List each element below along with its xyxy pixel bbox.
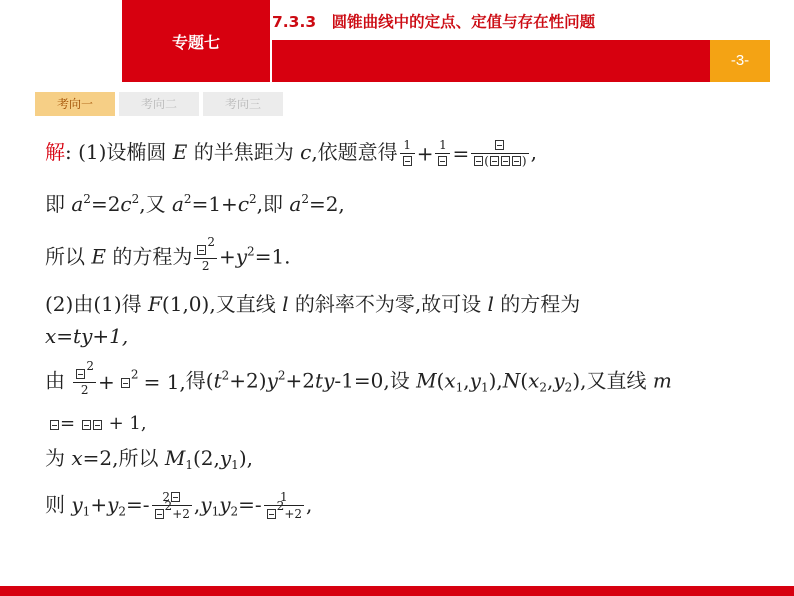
- section-banner: [122, 0, 270, 82]
- var-a: a: [171, 192, 184, 216]
- solution-label: 解: [45, 140, 65, 164]
- exponent: 2: [221, 368, 230, 383]
- text: +2: [285, 368, 316, 393]
- solution-line-6: 由 $\frac{^2}{2}$ + $^2$ = 1, 得$(t^2+2)y^2+2ty-1=0$,设 $M(x_1,y_1),N(x_2,y_2)$,又直线 m: [45, 359, 672, 397]
- subscript: 1: [455, 380, 464, 395]
- var-E: E: [91, 244, 106, 269]
- var-c: c: [237, 192, 250, 216]
- subscript: 1: [82, 504, 91, 519]
- text: ,依题意得: [311, 140, 398, 164]
- plus-sign: +: [98, 370, 115, 394]
- solution-line-3: [45, 235, 291, 274]
- text: =2,所以: [82, 446, 165, 470]
- var-t: t: [213, 368, 222, 393]
- var-M: M: [416, 368, 437, 393]
- var-x: x: [528, 368, 540, 393]
- page-number: -3-: [730, 52, 750, 69]
- numerator: 1: [280, 490, 288, 504]
- placeholder-glyph-icon: [82, 420, 91, 430]
- equals-sign: =: [60, 413, 76, 434]
- var-M: M: [164, 446, 186, 470]
- placeholder-glyph-icon: [403, 156, 412, 166]
- text: ,: [193, 492, 201, 517]
- text: =-: [126, 492, 150, 517]
- text: 的半焦距为: [187, 140, 301, 164]
- placeholder-glyph-icon: [438, 156, 447, 166]
- subscript: 2: [230, 504, 239, 519]
- title-band: [272, 0, 794, 40]
- denominator: [152, 499, 192, 522]
- var-y: y: [200, 492, 212, 517]
- var-y: y: [469, 368, 481, 393]
- placeholder-glyph-icon: [93, 420, 102, 430]
- text: 为: [45, 446, 72, 470]
- fraction: [400, 138, 415, 169]
- placeholder-glyph-icon: [155, 509, 164, 519]
- text: ,: [306, 492, 313, 517]
- var-x: x: [71, 446, 83, 470]
- plus-sign: +: [416, 141, 434, 166]
- tab-direction-1[interactable]: 考向一: [35, 92, 115, 116]
- exponent: 2: [276, 499, 285, 513]
- text: +: [218, 244, 236, 269]
- placeholder-glyph-icon: [501, 156, 510, 166]
- exponent: 2: [207, 235, 215, 249]
- subscript: 1: [185, 458, 193, 472]
- text: +2: [284, 507, 303, 521]
- exponent: 2: [277, 368, 286, 383]
- var-y: y: [235, 244, 248, 269]
- var-y: y: [219, 492, 231, 517]
- var-a: a: [71, 192, 84, 216]
- text: = 1,: [143, 370, 186, 394]
- placeholder-glyph-icon: [267, 509, 276, 519]
- text: 得(: [185, 368, 214, 393]
- text: (1,0),又直线: [161, 292, 283, 316]
- page-number-box: [710, 40, 770, 82]
- text: -1=0,设: [334, 368, 417, 393]
- fraction: [471, 138, 528, 169]
- denominator: 2: [73, 382, 96, 398]
- text: ,又直线: [580, 368, 653, 393]
- subscript: 2: [564, 380, 573, 395]
- exponent: 2: [164, 499, 173, 513]
- solution-line-9: [45, 490, 312, 522]
- text: 由: [45, 368, 65, 393]
- exponent: 2: [249, 192, 257, 206]
- fraction: [264, 490, 304, 522]
- text: ),: [238, 446, 253, 470]
- text: 则: [45, 492, 72, 517]
- text: ,: [530, 140, 537, 164]
- var-y: y: [219, 446, 232, 470]
- text: +2): [229, 368, 267, 393]
- solution-line-2: [45, 190, 345, 218]
- text: =1+: [191, 192, 238, 216]
- exponent: 2: [247, 244, 255, 259]
- text: ,又: [139, 192, 172, 216]
- equals-sign: =: [452, 141, 470, 166]
- subscript: 2: [539, 380, 547, 395]
- subscript: 1: [231, 458, 239, 472]
- denominator: [435, 153, 450, 169]
- text: =1.: [254, 244, 291, 269]
- denominator: [400, 153, 415, 169]
- text: : (1)设椭圆: [65, 140, 173, 164]
- text: 即: [45, 192, 72, 216]
- solution-line-5: [45, 322, 128, 350]
- exponent: 2: [301, 192, 309, 206]
- text: =2: [90, 192, 121, 216]
- exponent: 2: [83, 192, 91, 206]
- var-E: E: [172, 140, 188, 164]
- text: (2)由(1)得: [45, 292, 149, 316]
- text: 2: [162, 490, 171, 504]
- header-right-strip: [770, 40, 794, 82]
- system-row-1: [71, 359, 186, 398]
- exponent: 2: [183, 192, 192, 206]
- text: 的方程为: [493, 292, 581, 316]
- numerator: 1: [403, 138, 411, 152]
- var-x: x: [444, 368, 456, 393]
- denominator: [264, 499, 304, 522]
- tab-direction-3[interactable]: 考向三: [203, 92, 283, 116]
- numerator: [73, 359, 96, 382]
- var-c: c: [300, 140, 312, 164]
- numerator: [194, 235, 217, 258]
- numerator: [471, 138, 528, 153]
- text: ,即: [256, 192, 290, 216]
- var-c: c: [120, 192, 132, 216]
- fraction: [152, 490, 192, 522]
- text: +2: [172, 507, 190, 521]
- placeholder-glyph-icon: [512, 156, 521, 166]
- var-m: m: [652, 368, 672, 393]
- var-a: a: [289, 192, 302, 216]
- text: 的方程为: [105, 244, 193, 269]
- denominator: ( ): [471, 153, 528, 169]
- equation-system: [71, 359, 186, 398]
- denominator: 2: [194, 258, 217, 274]
- placeholder-glyph-icon: [495, 140, 504, 150]
- solution-line-8: [45, 444, 253, 472]
- var-y: y: [553, 368, 565, 393]
- placeholder-glyph-icon: [474, 156, 483, 166]
- placeholder-glyph-icon: [171, 492, 180, 502]
- tab-direction-2[interactable]: 考向二: [119, 92, 199, 116]
- text: (2,: [192, 446, 220, 470]
- subscript: 1: [480, 380, 489, 395]
- placeholder-glyph-icon: [121, 378, 130, 388]
- fraction: [73, 359, 96, 398]
- var-y: y: [71, 492, 83, 517]
- solution-line-4: [45, 290, 580, 318]
- var-y: y: [107, 492, 119, 517]
- footer-bar: [0, 586, 794, 596]
- placeholder-glyph-icon: [50, 420, 59, 430]
- subscript: 1: [211, 504, 220, 519]
- section-label: 专题七: [171, 33, 220, 52]
- placeholder-glyph-icon: [76, 369, 85, 379]
- exponent: 2: [86, 359, 94, 373]
- line-equation: x=ty+1,: [45, 324, 129, 348]
- text: =2,: [308, 192, 345, 216]
- var-y: y: [266, 368, 278, 393]
- numerator: 1: [439, 138, 447, 152]
- solution-line-7: [49, 410, 147, 438]
- fraction: [194, 235, 217, 274]
- var-F: F: [148, 292, 162, 316]
- subscript: 2: [118, 504, 127, 519]
- solution-line-1: [45, 138, 537, 169]
- var-N: N: [502, 368, 521, 393]
- topic-tabs: [35, 92, 283, 116]
- var-ty: ty: [315, 368, 335, 393]
- text: =-: [238, 492, 262, 517]
- text: 所以: [45, 244, 92, 269]
- header-red-band: [272, 40, 710, 82]
- header-left-blank: [0, 0, 122, 82]
- placeholder-glyph-icon: [490, 156, 499, 166]
- fraction: [435, 138, 450, 169]
- placeholder-glyph-icon: [197, 245, 206, 255]
- page-title: 7.3.3 圆锥曲线中的定点、定值与存在性问题: [272, 13, 596, 31]
- text: + 1,: [108, 413, 147, 434]
- plus-sign: +: [90, 492, 108, 517]
- exponent: 2: [130, 367, 139, 382]
- text: 的斜率不为零,故可设: [288, 292, 488, 316]
- exponent: 2: [131, 192, 140, 206]
- var-l: l: [487, 292, 494, 316]
- var-l: l: [282, 292, 289, 316]
